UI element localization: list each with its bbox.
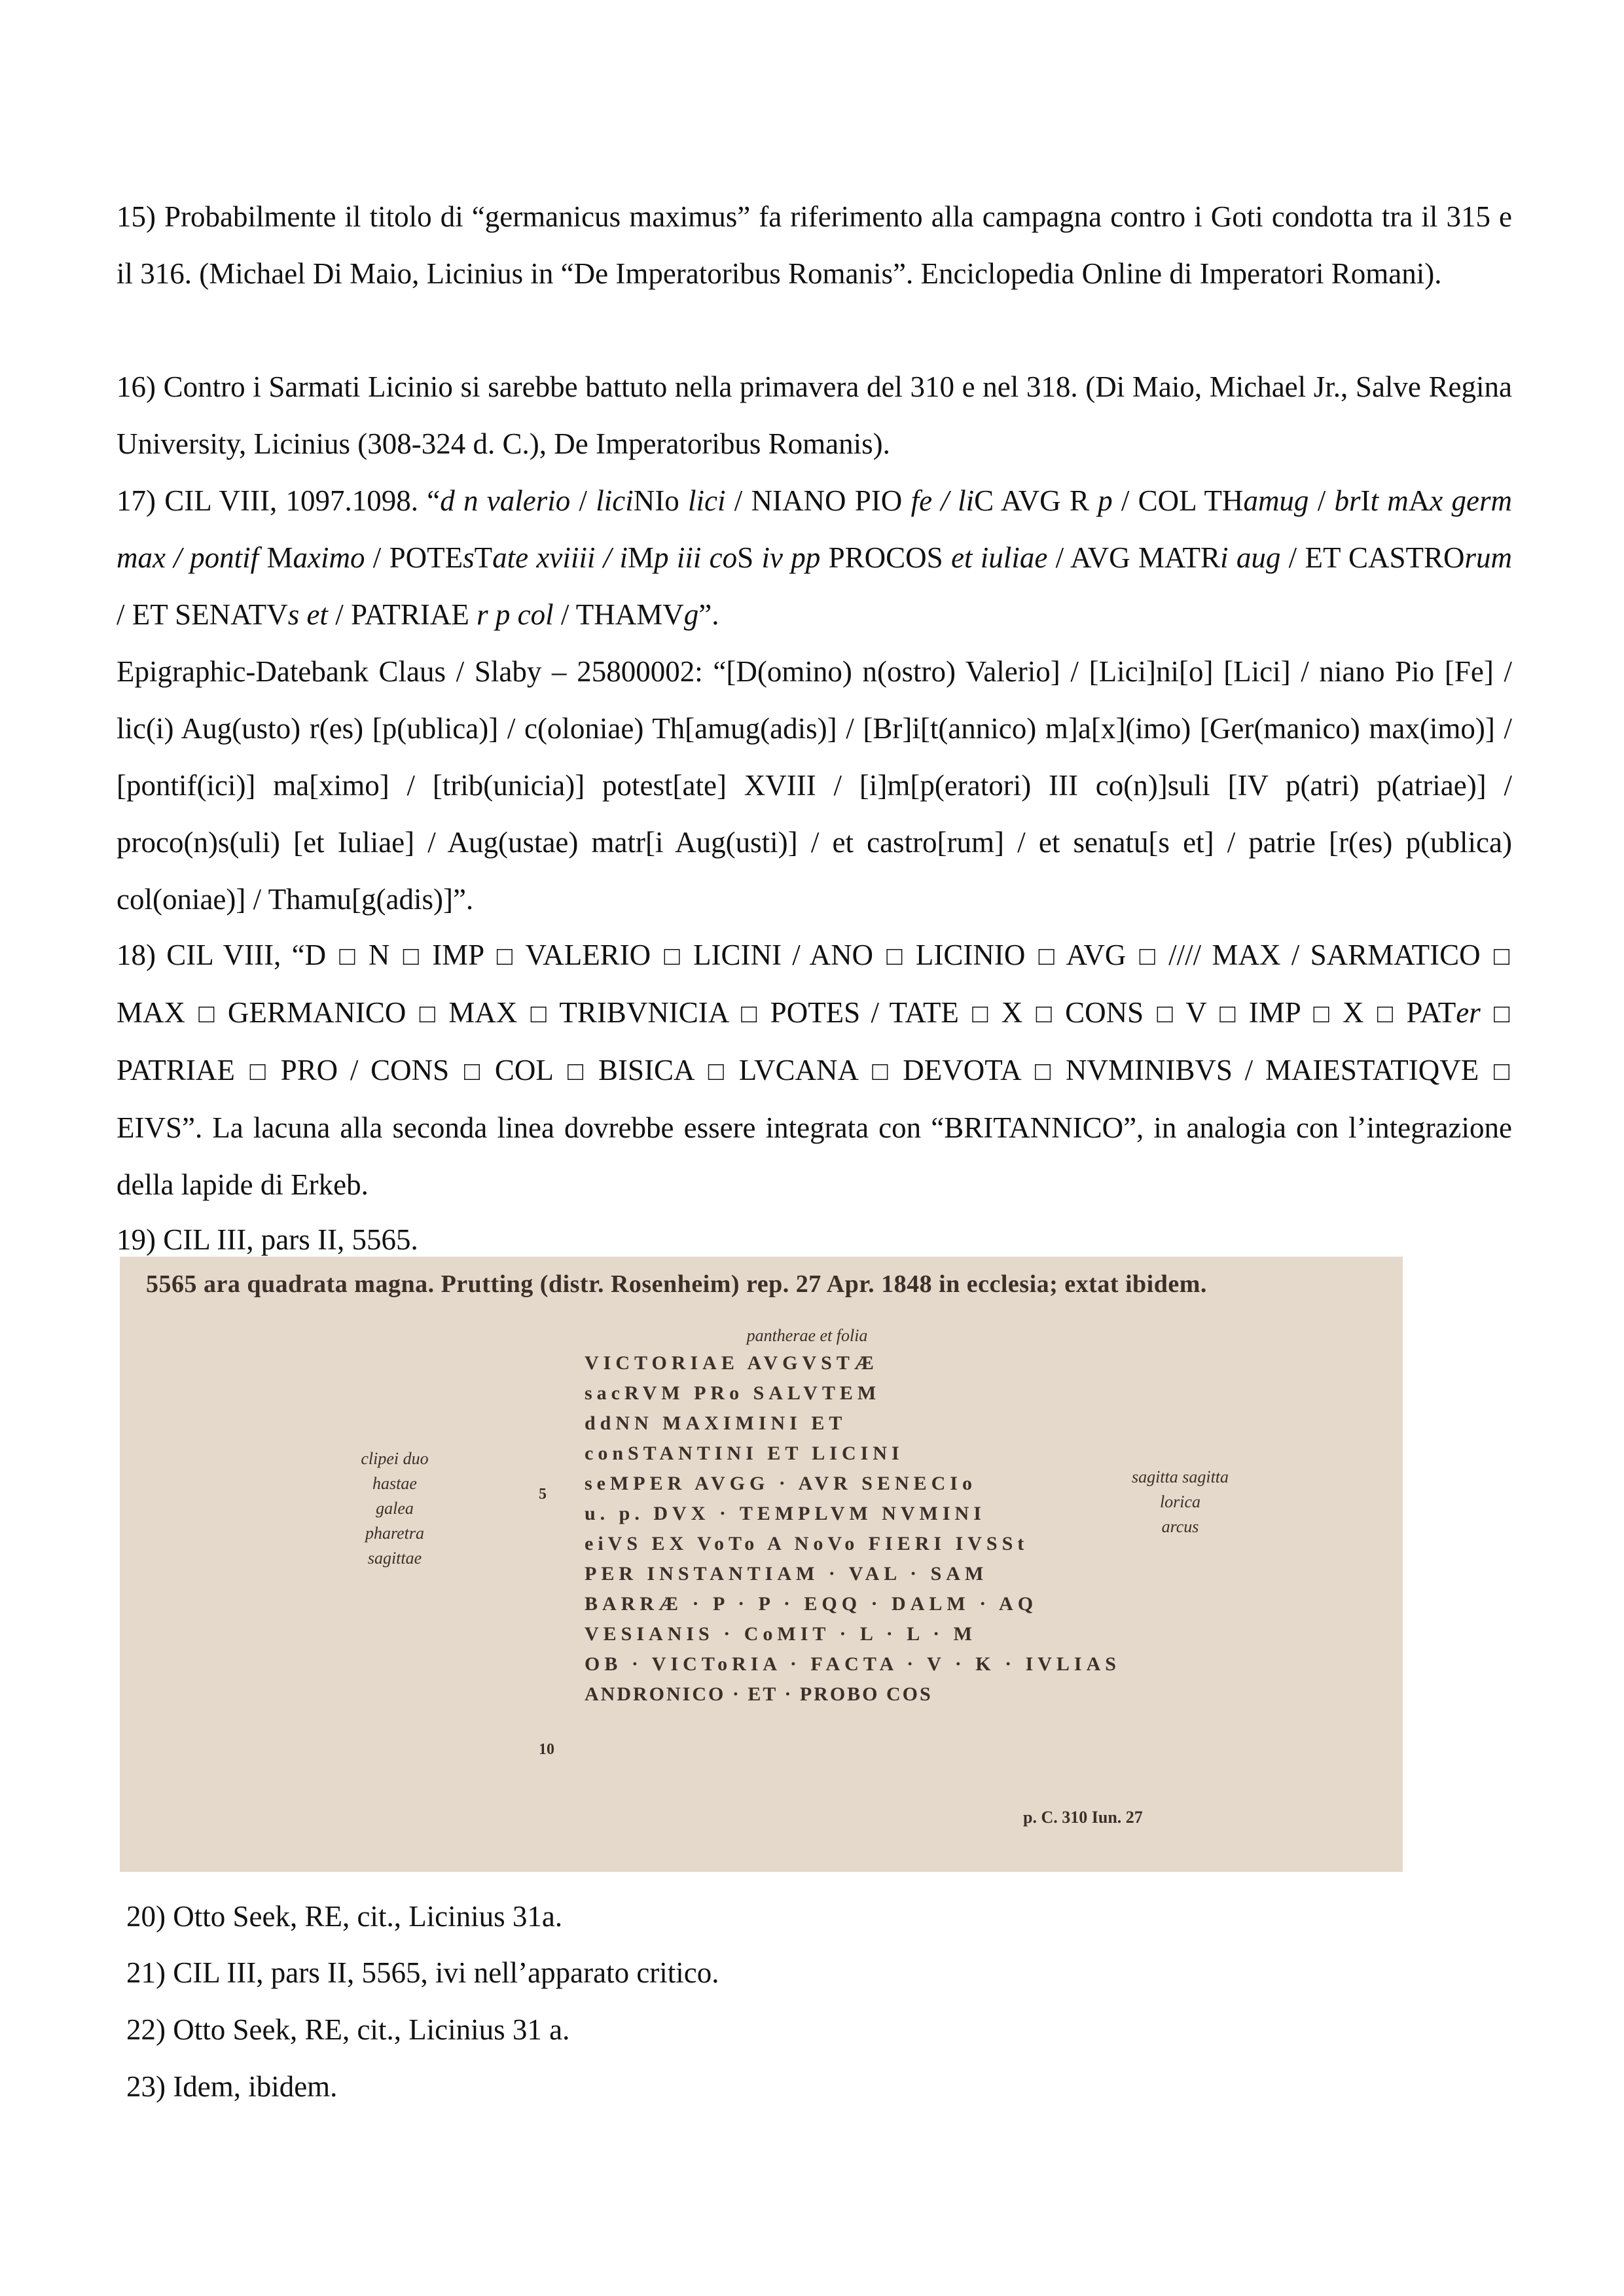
- note-17-part: / ET SENATV: [117, 598, 288, 631]
- note-17-part: p: [1098, 484, 1113, 517]
- note-17-part: iv pp: [761, 541, 821, 574]
- note-18-token: V: [1185, 996, 1206, 1029]
- note-23: 23) Idem, ibidem.: [126, 2070, 338, 2103]
- separator-box-icon: [196, 985, 217, 1042]
- left-caption-line: sagittae: [367, 1549, 422, 1568]
- note-17-part: PROCOS: [820, 541, 952, 574]
- right-caption-line: sagitta sagitta: [1131, 1467, 1229, 1486]
- note-15-line1: 15) Probabilmente il titolo di “germanicus maximus” fa riferimento alla campagna contro i Goti condotta tra il: [117, 200, 1438, 233]
- note-16: 16) Contro i Sarmati Licinio si sarebbe battuto nella primavera del 310 e nel 318. (Di Maio, Michael Jr., Salve Regina University, Licinius (308-324 d. C.), De Imperatoribus Romanis).: [117, 370, 1512, 460]
- inscription-line: seMPER AVGG · AVR SENECIo: [585, 1473, 977, 1494]
- separator-box-icon: [706, 1043, 727, 1100]
- note-18-token: PATRIAE: [117, 1054, 235, 1086]
- separator-box-icon: [738, 985, 759, 1042]
- note-17-part: M: [628, 541, 655, 574]
- note-17-part: T: [474, 541, 493, 574]
- inscription-line: u. p. DVX · TEMPLVM NVMINI: [585, 1503, 986, 1524]
- note-17-part: g: [683, 598, 699, 631]
- note-17-epigraphic-datebank: Epigraphic-Datebank Claus / Slaby – 25800002: “[D(omino) n(ostro) Valerio] / [Lici]ni[o] [Lici] / niano Pio [Fe] / lic(i) Aug(usto) r(es) [p(ublica)] / c(oloniae) Th[amug(adis)] / [Br]i[t(annico) m]a[x](imo) [Ger(manico) max(imo)] / [pontif(ici)] ma[ximo] / [trib(unicia)] potest[ate] XVIII / [i]m[p(eratori) III co(n)]suli [IV p(atri) p(atriae)] / proco(n)s(uli) [et Iuliae] / Aug(ustae) matr[i Aug(usti)] / et castro[rum] / et senatu[s et] / patrie [r(es) p(ublica) col(oniae)] / Thamu[g(adis)]”.: [117, 655, 1512, 916]
- separator-box-icon: [528, 985, 549, 1042]
- note-17-part: A: [1408, 484, 1430, 517]
- note-18-token: MAX: [448, 996, 518, 1029]
- note-18-token: POTES / TATE: [770, 996, 959, 1029]
- note-17-part: br: [1334, 484, 1361, 517]
- note-17-part: / POTE: [365, 541, 463, 574]
- inscription-line: ANDRONICO · ET · PROBO COS: [585, 1683, 933, 1705]
- right-caption-line: lorica: [1159, 1492, 1201, 1511]
- separator-box-icon: [1310, 985, 1331, 1042]
- plate-left-caption: [323, 1446, 467, 1571]
- inscription-line: ddNN MAXIMINI ET: [585, 1412, 847, 1434]
- separator-box-icon: [461, 1043, 482, 1100]
- left-caption-line: hastae: [372, 1474, 417, 1493]
- separator-box-icon: [969, 985, 990, 1042]
- note-18-token: LICINIO: [915, 939, 1026, 971]
- note-17-part: / THAMV: [553, 598, 684, 631]
- note-18-token: IMP: [1248, 996, 1301, 1029]
- note-17-part: / COL TH: [1112, 484, 1244, 517]
- note-17-part: / AVG MATR: [1047, 541, 1220, 574]
- note-17: [117, 473, 1512, 643]
- note-18-token: X: [1001, 996, 1023, 1029]
- separator-box-icon: [247, 1043, 268, 1100]
- note-17-part: /: [1308, 484, 1335, 517]
- note-18-token: PATer: [1406, 996, 1481, 1029]
- note-18-token: //// MAX / SARMATICO: [1168, 939, 1481, 971]
- separator-box-icon: [336, 927, 357, 984]
- separator-box-icon: [1032, 1043, 1053, 1100]
- note-17-part: t m: [1370, 484, 1409, 517]
- plate-header: [146, 1270, 1207, 1299]
- right-caption-line: arcus: [1161, 1517, 1199, 1536]
- plate-top-caption: pantherae et folia: [746, 1326, 868, 1345]
- separator-box-icon: [1491, 1043, 1512, 1100]
- plate-line-number-5: 5: [539, 1486, 547, 1503]
- note-17-part: r p col: [477, 598, 554, 631]
- note-20: 20) Otto Seek, RE, cit., Licinius 31a.: [126, 1900, 563, 1933]
- note-17-part: NIo: [633, 484, 689, 517]
- separator-box-icon: [1137, 927, 1158, 984]
- note-17-part: I: [1360, 484, 1371, 517]
- note-22: 22) Otto Seek, RE, cit., Licinius 31 a.: [126, 2013, 570, 2046]
- note-18-token: CONS: [1065, 996, 1144, 1029]
- note-18-token: DEVOTA: [903, 1054, 1020, 1086]
- separator-box-icon: [662, 927, 683, 984]
- separator-box-icon: [1036, 927, 1057, 984]
- note-17-part: C AVG R: [974, 484, 1098, 517]
- left-caption-line: clipei duo: [361, 1449, 429, 1468]
- note-19: 19) CIL III, pars II, 5565.: [117, 1223, 418, 1256]
- note-17-part: S: [737, 541, 762, 574]
- note-17-part: s et: [287, 598, 328, 631]
- left-caption-line: pharetra: [365, 1524, 425, 1543]
- inscription-plate-image: [120, 1257, 1403, 1872]
- note-18-token: N: [368, 939, 390, 971]
- note-17-part: p iii co: [654, 541, 738, 574]
- note-17-part: / NIANO PIO: [725, 484, 911, 517]
- note-18-token: BISICA: [598, 1054, 693, 1086]
- note-17-part: M: [259, 541, 293, 574]
- note-18-token: COL: [494, 1054, 553, 1086]
- separator-box-icon: [565, 1043, 586, 1100]
- inscription-line: OB · VICToRIA · FACTA · V · K · IVLIAS: [585, 1653, 1121, 1675]
- separator-box-icon: [1155, 985, 1176, 1042]
- note-15-rest: 315 e il 316. (Michael Di Maio, Licinius in “De Imperatoribus Romanis”. Enciclopedia Online di Imperatori Romani).: [117, 200, 1512, 290]
- note-18-token: MAX: [117, 996, 186, 1029]
- note-17-part: / PATRIAE: [327, 598, 477, 631]
- plate-header-text: ara quadrata magna. Prutting (distr. Rosenheim) rep. 27 Apr. 1848 in ecclesia; extat ibidem.: [197, 1270, 1207, 1298]
- note-17-part: i aug: [1220, 541, 1281, 574]
- note-18-token: LICINI / ANO: [693, 939, 874, 971]
- note-18-token: NVMINIBVS / MAIESTATIQVE: [1065, 1054, 1479, 1086]
- note-18-token: IMP: [432, 939, 484, 971]
- separator-box-icon: [1217, 985, 1238, 1042]
- note-17-part: /: [570, 484, 596, 517]
- note-17-part: aximo: [293, 541, 365, 574]
- plate-date: p. C. 310 Iun. 27: [1023, 1808, 1143, 1827]
- note-15: [117, 188, 1512, 302]
- inscription-line: eiVS EX VoTo A NoVo FIERI IVSSt: [585, 1533, 1029, 1554]
- inscription-line: VICTORIAE AVGVSTÆ: [585, 1352, 878, 1374]
- plate-line-number-10: 10: [539, 1741, 554, 1758]
- inscription-line: PER INSTANTIAM · VAL · SAM: [585, 1563, 988, 1585]
- note-18: [117, 927, 1512, 1213]
- inscription-line: conSTANTINI ET LICINI: [585, 1443, 904, 1464]
- note-18-token: AVG: [1066, 939, 1127, 971]
- separator-box-icon: [401, 927, 422, 984]
- separator-box-icon: [884, 927, 905, 984]
- separator-box-icon: [494, 927, 515, 984]
- note-17-part: amug: [1243, 484, 1309, 517]
- note-18-token: TRIBVNICIA: [559, 996, 728, 1029]
- separator-box-icon: [417, 985, 438, 1042]
- separator-box-icon: [1491, 927, 1512, 984]
- separator-box-icon: [869, 1043, 890, 1100]
- inscription-line: sacRVM PRo SALVTEM: [585, 1382, 881, 1404]
- left-caption-line: galea: [376, 1499, 414, 1518]
- note-17-part: rum: [1464, 541, 1513, 574]
- note-17-part: ate xviiii / i: [492, 541, 628, 574]
- note-18-token: EIVS”. La lacuna alla seconda linea dovrebbe essere integrata con “BRITANNICO”, in analogia con l’integrazione della lapide di Erkeb.: [117, 1111, 1512, 1201]
- separator-box-icon: [1491, 985, 1512, 1042]
- inscription-line: BARRÆ · P · P · EQQ · DALM · AQ: [585, 1593, 1038, 1615]
- note-18-token: GERMANICO: [227, 996, 406, 1029]
- note-17-part: fe / li: [911, 484, 975, 517]
- note-17-part: x germ max / pontif: [117, 484, 1512, 574]
- note-17-part: et iuliae: [951, 541, 1048, 574]
- plate-inscription-text: [585, 1348, 1121, 1710]
- note-18-token: PRO / CONS: [280, 1054, 450, 1086]
- note-17-part: d n valerio: [440, 484, 571, 517]
- note-17-part: lici: [688, 484, 726, 517]
- note-17-part: ”.: [698, 598, 719, 631]
- inscription-line: VESIANIS · CoMIT · L · L · M: [585, 1623, 977, 1645]
- note-21: 21) CIL III, pars II, 5565, ivi nell’apparato critico.: [126, 1956, 719, 1989]
- plate-header-number: 5565: [146, 1270, 197, 1298]
- note-18-token: LVCANA: [738, 1054, 857, 1086]
- separator-box-icon: [1375, 985, 1396, 1042]
- note-18-token: X: [1343, 996, 1364, 1029]
- note-17-part: lici: [596, 484, 634, 517]
- note-17-part: s: [463, 541, 475, 574]
- note-18-token: VALERIO: [525, 939, 651, 971]
- note-18-token: 18) CIL VIII, “D: [117, 939, 327, 971]
- note-17-part: / ET CASTRO: [1280, 541, 1465, 574]
- note-17-head: 17) CIL VIII, 1097.1098. “: [117, 484, 441, 517]
- separator-box-icon: [1034, 985, 1055, 1042]
